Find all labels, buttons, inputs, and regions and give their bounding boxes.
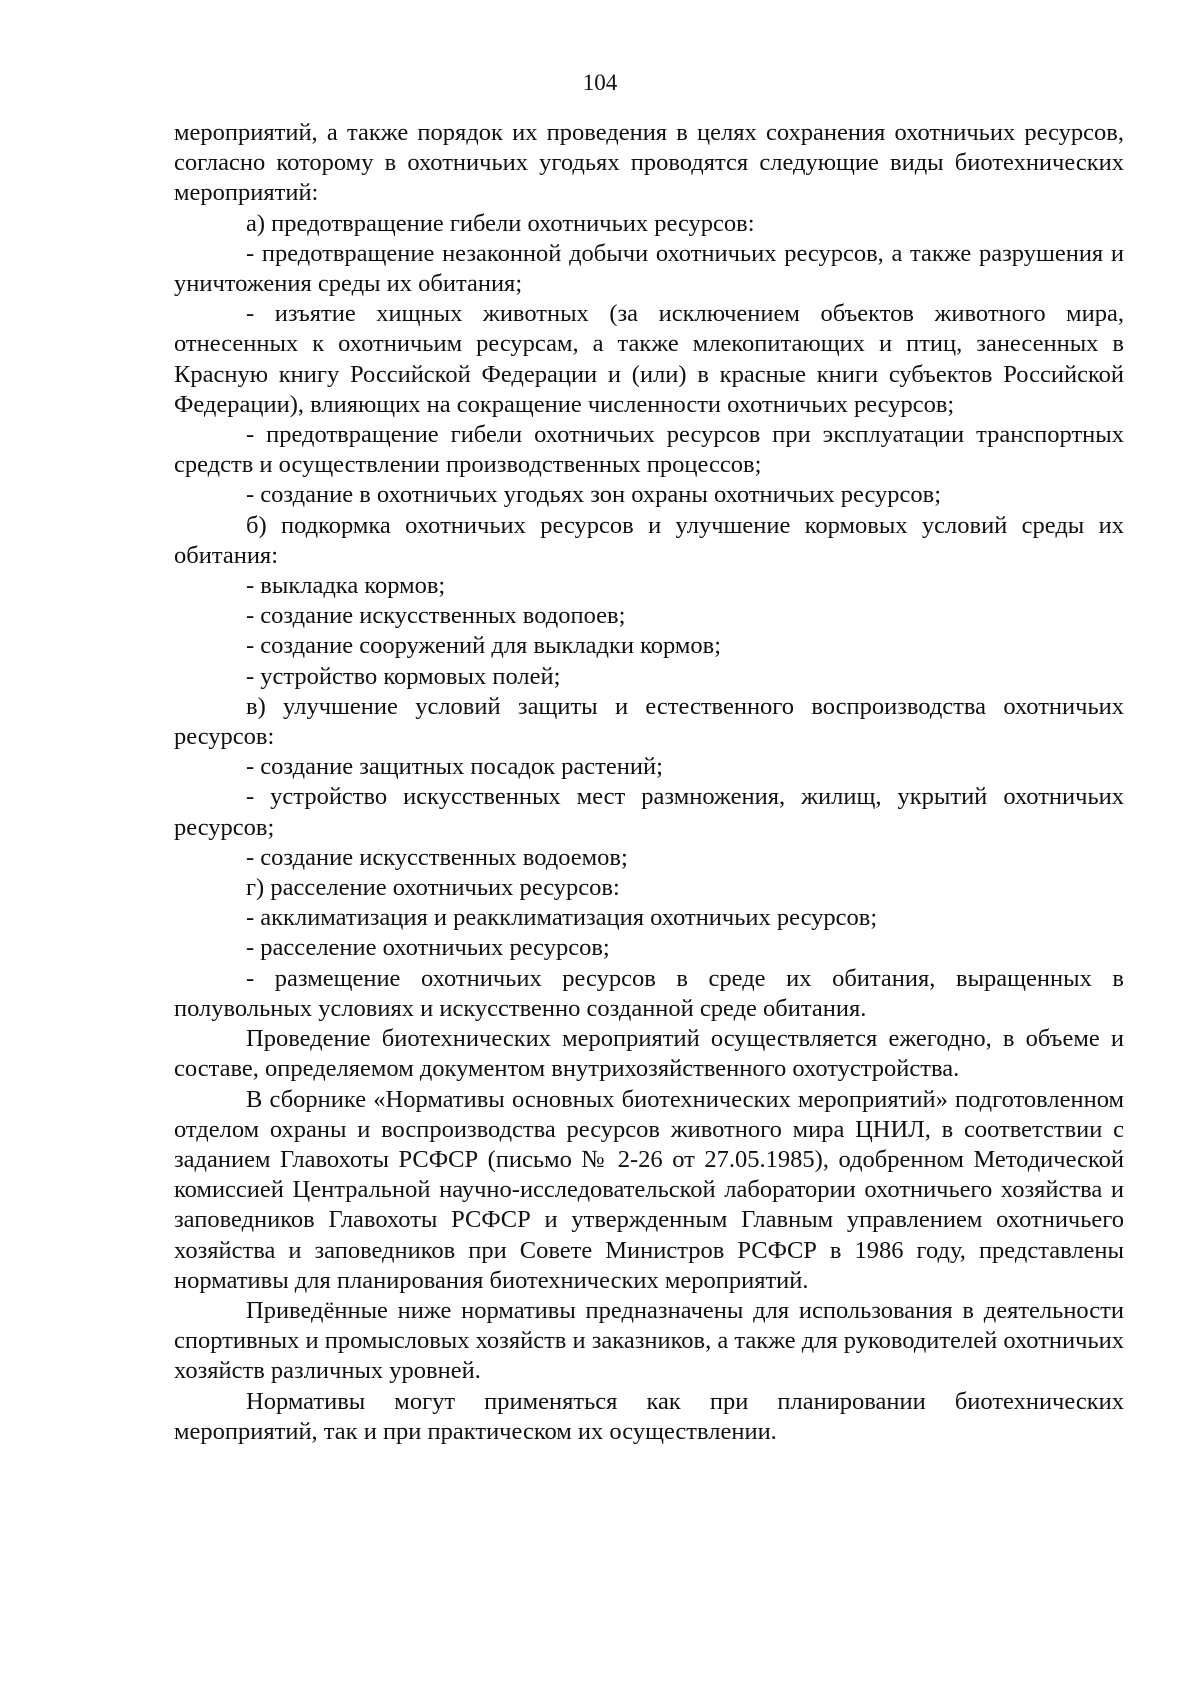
paragraph: а) предотвращение гибели охотничьих ресурсов: [246,209,755,237]
paragraph: - выкладка кормов; [246,572,446,600]
paragraph: б) подкормка охотничьих ресурсов и улучшение кормовых условий среды их обитания: [174,511,1124,569]
paragraph: Проведение биотехнических мероприятий осуществляется ежегодно, в объеме и составе, определяемом документом внутрихозяйственного охотустройства. [174,1025,1124,1083]
paragraph: мероприятий, а также порядок их проведения в целях сохранения охотничьих ресурсов, согласно которому в охотничьих угодьях проводятся следующие виды биотехнических мероприятий: [174,119,1124,207]
paragraph: - размещение охотничьих ресурсов в среде их обитания, выращенных в полувольных условиях и искусственно созданной среде обитания. [174,964,1124,1022]
paragraph: - создание в охотничьих угодьях зон охраны охотничьих ресурсов; [246,481,942,509]
paragraph: - создание сооружений для выкладки кормов; [246,632,722,660]
paragraph: - акклиматизация и реакклиматизация охотничьих ресурсов; [246,904,878,932]
paragraph: - изъятие хищных животных (за исключением объектов животного мира, отнесенных к охотничьим ресурсам, а также млекопитающих и птиц, занесенных в Красную книгу Российской Федерации и (или) в красные книги субъектов Российской Федерации), влияющих на сокращение численности охотничьих ресурсов; [174,300,1124,418]
paragraph: - предотвращение незаконной добычи охотничьих ресурсов, а также разрушения и уничтожения среды их обитания; [174,239,1124,298]
paragraph: Приведённые ниже нормативы предназначены для использования в деятельности спортивных и промысловых хозяйств и заказников, а также для руководителей охотничьих хозяйств различных уровней. [174,1296,1124,1385]
document-body [174,118,1124,1447]
paragraph: г) расселение охотничьих ресурсов: [246,874,620,902]
paragraph: - создание защитных посадок растений; [246,753,663,781]
page-number: 104 [582,70,618,95]
paragraph: в) улучшение условий защиты и естественного воспроизводства охотничьих ресурсов: [174,692,1124,751]
paragraph: Нормативы могут применяться как при планировании биотехнических мероприятий, так и при практическом их осуществлении. [174,1387,1124,1445]
paragraph: В сборнике «Нормативы основных биотехнических мероприятий» подготовленном отделом охраны и воспроизводства ресурсов животного мира ЦНИЛ, в соответствии с заданием Главохоты РСФСР (письмо № 2-26 от 27.05.1985), одобренном Методической комиссией Центральной научно-исследовательской лаборатории охотничьего хозяйства и заповедников Главохоты РСФСР и утвержденным Главным управлением охотничьего хозяйства и заповедников при Совете Министров РСФСР в 1986 году, представлены нормативы для планирования биотехнических мероприятий. [174,1085,1124,1294]
paragraph: - расселение охотничьих ресурсов; [246,934,610,962]
paragraph: - устройство кормовых полей; [246,662,561,690]
paragraph: - создание искусственных водоемов; [246,843,628,871]
paragraph: - создание искусственных водопоев; [246,602,626,630]
paragraph: - устройство искусственных мест размножения, жилищ, укрытий охотничьих ресурсов; [174,783,1124,841]
paragraph: - предотвращение гибели охотничьих ресурсов при эксплуатации транспортных средств и осуществлении производственных процессов; [174,421,1124,479]
